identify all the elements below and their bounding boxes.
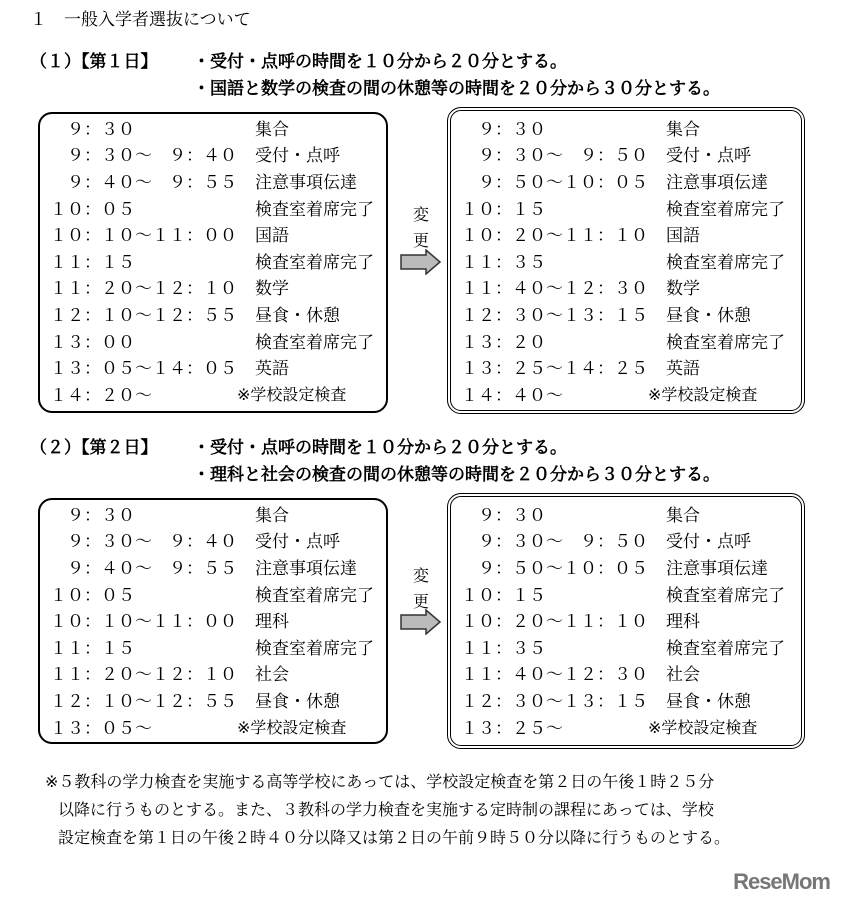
schedule-row: [461, 553, 785, 580]
schedule-time: １０：０５: [50, 585, 135, 606]
schedule-event: 英語: [255, 359, 289, 380]
schedule-time: ９：３０～ ９：５０: [461, 146, 648, 167]
schedule-event: 昼食・休憩: [666, 305, 751, 326]
schedule-time: ９：３０～ ９：５０: [461, 532, 648, 553]
schedule-event: 検査室着席完了: [666, 252, 785, 273]
schedule-row: [461, 686, 785, 713]
schedule-row: [50, 527, 374, 554]
schedule-row: [50, 167, 374, 194]
section-2-note: ・受付・点呼の時間を１０分から２０分とする。: [193, 438, 567, 458]
schedule-event: 社会: [666, 665, 700, 686]
schedule-row: [50, 686, 374, 713]
schedule-time: １３：２５～１４：２５: [461, 359, 648, 380]
schedule-row: [461, 247, 785, 274]
schedule-row: [50, 380, 374, 407]
schedule-time: ９：３０～ ９：４０: [50, 146, 237, 167]
schedule-time: ９：４０～ ９：５５: [50, 558, 237, 579]
schedule-time: １１：３５: [461, 252, 546, 273]
schedule-event: 検査室着席完了: [666, 199, 785, 220]
schedule-time: １１：３５: [461, 638, 546, 659]
schedule-event: 注意事項伝達: [666, 172, 768, 193]
schedule-event: 社会: [255, 665, 289, 686]
schedule-time: ９：３０: [461, 119, 546, 140]
schedule-event: 集合: [666, 505, 700, 526]
schedule-row: [461, 606, 785, 633]
schedule-time: ９：４０～ ９：５５: [50, 172, 237, 193]
schedule-event: 昼食・休憩: [255, 691, 340, 712]
schedule-time: １０：１０～１１：００: [50, 612, 237, 633]
schedule-row: [50, 220, 374, 247]
schedule-time: １３：００: [50, 332, 135, 353]
schedule-rows: [461, 114, 785, 407]
section-1-note: ・国語と数学の検査の間の休憩等の時間を２０分から３０分とする。: [193, 79, 720, 99]
schedule-row: [50, 353, 374, 380]
arrow-right-icon: [400, 249, 442, 275]
schedule-row: [50, 500, 374, 527]
schedule-rows: [461, 500, 785, 739]
schedule-event: 検査室着席完了: [255, 638, 374, 659]
schedule-row: [461, 194, 785, 221]
change-label: 変: [413, 205, 430, 224]
schedule-row: [461, 713, 785, 740]
schedule-event: 注意事項伝達: [666, 558, 768, 579]
schedule-row: [461, 660, 785, 687]
schedule-time: ９：５０～１０：０５: [461, 172, 648, 193]
schedule-event: 受付・点呼: [666, 146, 751, 167]
schedule-time: １０：１５: [461, 585, 546, 606]
schedule-event: 検査室着席完了: [255, 332, 374, 353]
schedule-time: １１：２０～１２：１０: [50, 279, 237, 300]
change-label: 変: [413, 566, 430, 585]
resemom-logo: ReseMom: [733, 869, 830, 894]
schedule-row: [50, 141, 374, 168]
section-1-label: （１）【第１日】: [30, 52, 158, 72]
schedule-time: １２：１０～１２：５５: [50, 305, 237, 326]
schedule-row: [50, 633, 374, 660]
footnote-line: 以降に行うものとする。また、３教科の学力検査を実施する定時制の課程にあっては、学校: [58, 800, 714, 819]
schedule-event: 注意事項伝達: [255, 558, 357, 579]
schedule-event: ※学校設定検査: [648, 384, 758, 404]
schedule-time: ９：３０: [50, 505, 135, 526]
schedule-time: ９：３０: [461, 505, 546, 526]
schedule-row: [461, 580, 785, 607]
schedule-event: 検査室着席完了: [255, 252, 374, 273]
schedule-event: 集合: [255, 119, 289, 140]
schedule-time: １４：２０～: [50, 385, 152, 406]
schedule-event: 国語: [666, 226, 700, 247]
schedule-event: ※学校設定検査: [237, 384, 347, 404]
schedule-event: 検査室着席完了: [666, 638, 785, 659]
section-2-label: （２）【第２日】: [30, 438, 158, 458]
schedule-event: 受付・点呼: [666, 532, 751, 553]
schedule-event: 検査室着席完了: [255, 585, 374, 606]
schedule-row: [461, 380, 785, 407]
schedule-row: [461, 114, 785, 141]
schedule-rows: [50, 500, 374, 739]
schedule-row: [50, 247, 374, 274]
schedule-row: [461, 353, 785, 380]
schedule-time: １１：１５: [50, 638, 135, 659]
schedule-time: １０：１０～１１：００: [50, 226, 237, 247]
schedule-row: [461, 327, 785, 354]
schedule-event: 理科: [255, 612, 289, 633]
schedule-event: 昼食・休憩: [255, 305, 340, 326]
schedule-event: 集合: [666, 119, 700, 140]
schedule-time: ９：５０～１０：０５: [461, 558, 648, 579]
schedule-time: １１：２０～１２：１０: [50, 665, 237, 686]
schedule-row: [50, 660, 374, 687]
schedule-time: １０：２０～１１：１０: [461, 612, 648, 633]
schedule-time: １２：３０～１３：１５: [461, 305, 648, 326]
schedule-event: 国語: [255, 226, 289, 247]
schedule-row: [50, 274, 374, 301]
schedule-row: [461, 300, 785, 327]
schedule-event: ※学校設定検査: [648, 717, 758, 737]
schedule-time: １１：４０～１２：３０: [461, 279, 648, 300]
schedule-rows: [50, 114, 374, 407]
schedule-row: [50, 553, 374, 580]
schedule-time: １２：１０～１２：５５: [50, 691, 237, 712]
change-label: 更: [413, 592, 430, 611]
schedule-event: 受付・点呼: [255, 532, 340, 553]
schedule-event: 検査室着席完了: [255, 199, 374, 220]
schedule-row: [461, 527, 785, 554]
schedule-time: １０：２０～１１：１０: [461, 226, 648, 247]
schedule-row: [461, 167, 785, 194]
section-1-note: ・受付・点呼の時間を１０分から２０分とする。: [193, 52, 567, 72]
schedule-time: １０：０５: [50, 199, 135, 220]
schedule-row: [461, 141, 785, 168]
schedule-time: １１：４０～１２：３０: [461, 665, 648, 686]
schedule-row: [50, 194, 374, 221]
schedule-row: [50, 606, 374, 633]
schedule-time: １２：３０～１３：１５: [461, 691, 648, 712]
schedule-row: [50, 713, 374, 740]
schedule-time: １３：０５～: [50, 718, 152, 739]
footnote-line: ※５教科の学力検査を実施する高等学校にあっては、学校設定検査を第２日の午後１時２５分: [45, 772, 715, 791]
section-2-note: ・理科と社会の検査の間の休憩等の時間を２０分から３０分とする。: [193, 465, 720, 485]
schedule-row: [461, 220, 785, 247]
schedule-row: [50, 114, 374, 141]
schedule-time: １１：１５: [50, 252, 135, 273]
schedule-row: [50, 327, 374, 354]
schedule-event: 受付・点呼: [255, 146, 340, 167]
arrow-right-icon: [400, 609, 442, 635]
schedule-row: [461, 500, 785, 527]
schedule-row: [461, 633, 785, 660]
schedule-event: 数学: [666, 279, 700, 300]
schedule-event: 検査室着席完了: [666, 585, 785, 606]
schedule-event: 数学: [255, 279, 289, 300]
schedule-event: 英語: [666, 359, 700, 380]
schedule-time: １３：２５～: [461, 718, 563, 739]
change-label: 更: [413, 231, 430, 250]
schedule-event: 検査室着席完了: [666, 332, 785, 353]
schedule-event: 理科: [666, 612, 700, 633]
schedule-row: [461, 274, 785, 301]
schedule-event: ※学校設定検査: [237, 717, 347, 737]
schedule-time: １０：１５: [461, 199, 546, 220]
heading: １ 一般入学者選抜について: [30, 10, 251, 30]
schedule-time: １３：０５～１４：０５: [50, 359, 237, 380]
schedule-time: １４：４０～: [461, 385, 563, 406]
schedule-event: 昼食・休憩: [666, 691, 751, 712]
schedule-time: ９：３０～ ９：４０: [50, 532, 237, 553]
schedule-event: 集合: [255, 505, 289, 526]
schedule-time: ９：３０: [50, 119, 135, 140]
schedule-time: １３：２０: [461, 332, 546, 353]
schedule-event: 注意事項伝達: [255, 172, 357, 193]
schedule-row: [50, 300, 374, 327]
schedule-row: [50, 580, 374, 607]
footnote-line: 設定検査を第１日の午後２時４０分以降又は第２日の午前９時５０分以降に行うものとする。: [58, 828, 731, 847]
